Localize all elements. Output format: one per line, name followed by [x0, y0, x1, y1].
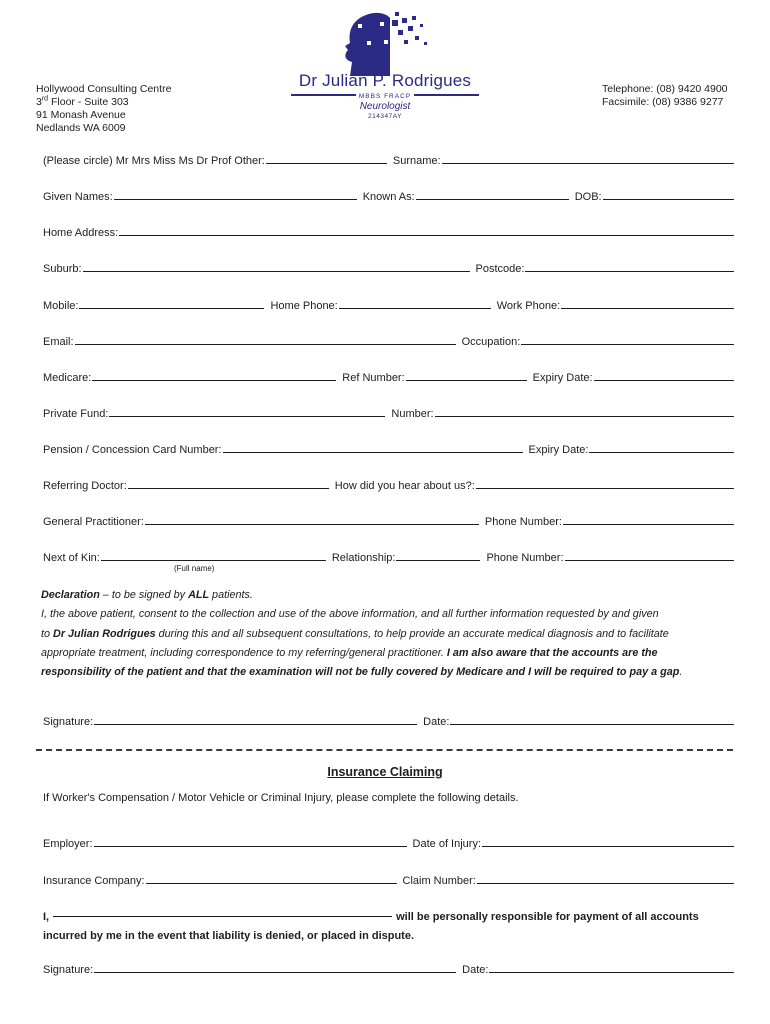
pension-field[interactable]: [223, 451, 523, 453]
date-of-injury-label: Date of Injury:: [412, 838, 482, 850]
declaration-block: [41, 586, 741, 682]
row-pension: [43, 440, 734, 456]
title-circle-label: (Please circle) Mr Mrs Miss Ms Dr Prof Other:: [43, 155, 265, 167]
telephone: Telephone: (08) 9420 4900: [602, 83, 728, 95]
home-address-label: Home Address:: [43, 227, 119, 239]
work-phone-label: Work Phone:: [496, 300, 561, 312]
date-of-injury-field[interactable]: [482, 845, 734, 847]
logo-doctor-name: Dr Julian P. Rodrigues: [298, 71, 472, 90]
logo-code: 214347AY: [368, 113, 402, 120]
claim-number-field[interactable]: [477, 882, 734, 884]
row-medicare: [43, 368, 734, 384]
row-home-address: [43, 223, 734, 239]
fund-number-field[interactable]: [435, 415, 734, 417]
ref-number-label: Ref Number:: [342, 372, 405, 384]
row-employer: [43, 834, 734, 850]
practice-address: [36, 83, 171, 135]
responsible-name-field[interactable]: [53, 915, 392, 917]
pension-label: Pension / Concession Card Number:: [43, 444, 222, 456]
surname-label: Surname:: [392, 155, 441, 167]
row-declaration-signature: [43, 712, 734, 728]
row-given-names: [43, 187, 734, 203]
pension-expiry-label: Expiry Date:: [528, 444, 589, 456]
row-title-surname: [43, 151, 734, 167]
responsibility-line-2: incurred by me in the event that liability is denied, or placed in dispute.: [43, 930, 415, 942]
declaration-heading: Declaration – to be signed by ALL patients.: [41, 589, 253, 601]
gp-label: General Practitioner:: [43, 516, 144, 528]
occupation-field[interactable]: [521, 343, 734, 345]
declaration-signature-field[interactable]: [94, 723, 417, 725]
row-suburb: [43, 259, 734, 275]
insurance-signature-field[interactable]: [94, 971, 456, 973]
logo-specialty: Neurologist: [359, 101, 411, 112]
responsibility-line-1: I, will be personally responsible for payment of all accounts: [43, 911, 699, 923]
declaration-date-label: Date:: [423, 716, 450, 728]
other-title-field[interactable]: [266, 162, 387, 164]
referring-doctor-label: Referring Doctor:: [43, 480, 127, 492]
address-line-1: Hollywood Consulting Centre: [36, 83, 172, 95]
given-names-field[interactable]: [114, 198, 357, 200]
private-fund-field[interactable]: [109, 415, 385, 417]
declaration-date-field[interactable]: [450, 723, 734, 725]
address-line-4: Nedlands WA 6009: [36, 122, 126, 134]
next-of-kin-label: Next of Kin:: [43, 552, 100, 564]
given-names-label: Given Names:: [43, 191, 113, 203]
row-email: [43, 332, 734, 348]
referring-doctor-field[interactable]: [128, 487, 329, 489]
address-line-3: 91 Monash Avenue: [36, 109, 126, 121]
kin-phone-label: Phone Number:: [486, 552, 564, 564]
insurance-date-field[interactable]: [489, 971, 734, 973]
declaration-line-3: appropriate treatment, including correspondence to my referring/general practitioner. I am also aware that the accounts are the: [41, 646, 658, 659]
suburb-field[interactable]: [83, 270, 470, 272]
gp-phone-field[interactable]: [563, 523, 734, 525]
kin-phone-field[interactable]: [565, 559, 735, 561]
row-insurance-signature: [43, 960, 734, 976]
declaration-signature-label: Signature:: [43, 716, 94, 728]
work-phone-field[interactable]: [561, 307, 734, 309]
facsimile: Facsimile: (08) 9386 9277: [602, 96, 724, 108]
home-phone-field[interactable]: [339, 307, 491, 309]
gp-phone-label: Phone Number:: [484, 516, 562, 528]
logo-qualification: MBBS FRACP: [356, 93, 414, 100]
fund-number-label: Number:: [391, 408, 434, 420]
practice-contact: [602, 83, 728, 109]
employer-label: Employer:: [43, 838, 93, 850]
email-label: Email:: [43, 336, 74, 348]
home-phone-label: Home Phone:: [270, 300, 338, 312]
known-as-label: Known As:: [362, 191, 415, 203]
medicare-label: Medicare:: [43, 372, 92, 384]
insurance-signature-label: Signature:: [43, 964, 94, 976]
row-phones: [43, 296, 734, 312]
relationship-label: Relationship:: [331, 552, 396, 564]
declaration-line-4: responsibility of the patient and that the examination will not be fully covered by Medicare and I will be required to pay a gap.: [41, 666, 683, 679]
declaration-line-2: to Dr Julian Rodrigues during this and all subsequent consultations, to help provide an accurate medical diagnosis and to facilitate: [41, 627, 669, 640]
occupation-label: Occupation:: [461, 336, 521, 348]
employer-field[interactable]: [94, 845, 407, 847]
insurance-company-label: Insurance Company:: [43, 875, 145, 887]
pension-expiry-field[interactable]: [589, 451, 734, 453]
relationship-field[interactable]: [396, 559, 480, 561]
suburb-label: Suburb:: [43, 263, 82, 275]
insurance-date-label: Date:: [462, 964, 489, 976]
surname-field[interactable]: [442, 162, 734, 164]
row-gp: [43, 512, 734, 528]
medicare-expiry-field[interactable]: [594, 379, 734, 381]
declaration-line-1: I, the above patient, consent to the collection and use of the above information, and all further information requested by and given: [41, 608, 659, 621]
claim-number-label: Claim Number:: [402, 875, 476, 887]
full-name-note: (Full name): [174, 564, 215, 573]
postcode-label: Postcode:: [475, 263, 525, 275]
home-address-field[interactable]: [119, 234, 734, 236]
section-divider: [36, 749, 733, 751]
private-fund-label: Private Fund:: [43, 408, 109, 420]
email-field[interactable]: [75, 343, 456, 345]
ref-number-field[interactable]: [406, 379, 527, 381]
gp-field[interactable]: [145, 523, 479, 525]
hear-about-field[interactable]: [476, 487, 734, 489]
mobile-label: Mobile:: [43, 300, 79, 312]
insurance-company-field[interactable]: [146, 882, 397, 884]
row-private-fund: [43, 404, 734, 420]
postcode-field[interactable]: [525, 270, 734, 272]
known-as-field[interactable]: [416, 198, 569, 200]
medicare-field[interactable]: [92, 379, 336, 381]
insurance-note: If Worker's Compensation / Motor Vehicle or Criminal Injury, please complete the following details.: [43, 792, 519, 804]
next-of-kin-field[interactable]: [101, 559, 326, 561]
head-puzzle-logo-icon: [340, 10, 430, 76]
dob-field[interactable]: [603, 198, 734, 200]
row-insurance-company: [43, 871, 734, 887]
insurance-title: Insurance Claiming: [327, 765, 443, 779]
hear-about-label: How did you hear about us?:: [334, 480, 475, 492]
mobile-field[interactable]: [79, 307, 264, 309]
row-next-of-kin: [43, 548, 734, 564]
address-line-2: 3rd Floor - Suite 303: [36, 95, 129, 108]
medicare-expiry-label: Expiry Date:: [532, 372, 593, 384]
responsibility-statement: [43, 908, 743, 946]
row-referring-doctor: [43, 476, 734, 492]
dob-label: DOB:: [574, 191, 602, 203]
